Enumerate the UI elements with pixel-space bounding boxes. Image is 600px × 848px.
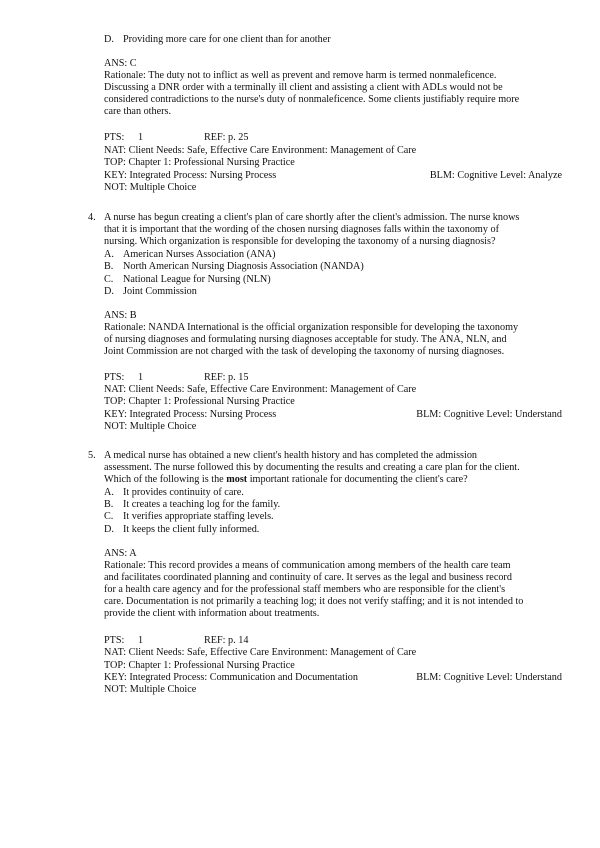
ref-page: REF: p. 15	[204, 372, 249, 383]
question-5-not: NOT: Multiple Choice	[104, 684, 197, 695]
prev-answer: ANS: C	[104, 58, 137, 69]
option-text: Providing more care for one client than for another	[123, 34, 331, 45]
rationale-line: for a health care agency and for the professional staff members who are responsible for the client's	[104, 584, 506, 595]
question-4-pts-ref-row	[104, 372, 562, 384]
question-4-not: NOT: Multiple Choice	[104, 421, 197, 432]
rationale-line: Discussing a DNR order with a terminally ill client and assisting a client with ADLs would not be	[104, 82, 503, 93]
pts-value: 1	[138, 132, 144, 143]
prev-not: NOT: Multiple Choice	[104, 182, 197, 193]
pts-label: PTS:	[104, 635, 125, 646]
option-letter: C.	[104, 511, 114, 522]
stem-text: Which of the following is the	[104, 474, 227, 485]
question-4-stem	[104, 212, 562, 248]
question-5-option-b	[104, 499, 280, 511]
question-5-number: 5.	[88, 450, 96, 461]
pts-label: PTS:	[104, 372, 125, 383]
option-letter: C.	[104, 274, 114, 285]
rationale-line: care. Documentation is not primarily a teaching log; it does not verify staffing; and it is not intended to	[104, 596, 524, 607]
rationale-line: of nursing diagnoses and formulating nursing diagnoses acceptable for study. The ANA, NLN, and	[104, 334, 507, 345]
question-5-option-a	[104, 487, 244, 499]
option-text: American Nurses Association (ANA)	[123, 249, 276, 260]
option-text: It verifies appropriate staffing levels.	[123, 511, 274, 522]
question-4-answer: ANS: B	[104, 310, 137, 321]
question-4-option-b	[104, 261, 364, 273]
stem-line: A nurse has begun creating a client's plan of care shortly after the client's admission. The nurse knows	[104, 212, 520, 223]
option-text: It creates a teaching log for the family.	[123, 499, 281, 510]
option-letter: D.	[104, 286, 114, 297]
question-5-rationale	[104, 560, 562, 620]
question-5-answer: ANS: A	[104, 548, 137, 559]
question-5-option-c	[104, 511, 274, 523]
rationale-line: Rationale: This record provides a means of communication among members of the health care team	[104, 560, 511, 571]
option-letter: D.	[104, 34, 114, 45]
prev-top: TOP: Chapter 1: Professional Nursing Practice	[104, 157, 295, 168]
question-4-option-a	[104, 249, 276, 261]
rationale-line: Rationale: The duty not to inflict as well as prevent and remove harm is termed nonmaleficence.	[104, 70, 497, 81]
option-text: It provides continuity of care.	[123, 487, 244, 498]
question-5-stem	[104, 450, 562, 486]
key-text: KEY: Integrated Process: Nursing Process	[104, 170, 277, 181]
key-text: KEY: Integrated Process: Communication and Documentation	[104, 672, 358, 683]
ref-page: REF: p. 14	[204, 635, 249, 646]
pts-value: 1	[138, 635, 144, 646]
option-letter: B.	[104, 499, 114, 510]
blm-text: BLM: Cognitive Level: Analyze	[429, 170, 562, 181]
question-4-option-d	[104, 286, 197, 298]
rationale-line: Rationale: NANDA International is the official organization responsible for developing the taxonomy	[104, 322, 519, 333]
question-4-rationale	[104, 322, 562, 358]
question-4-nat: NAT: Client Needs: Safe, Effective Care Environment: Management of Care	[104, 384, 417, 395]
prev-pts-ref-row	[104, 132, 562, 144]
stem-emphasis: most	[226, 474, 248, 485]
prev-rationale	[104, 70, 562, 118]
pts-label: PTS:	[104, 132, 125, 143]
option-text: North American Nursing Diagnosis Association (NANDA)	[123, 261, 364, 272]
option-text: National League for Nursing (NLN)	[123, 274, 271, 285]
rationale-line: considered contradictions to the nurse's duty of nonmaleficence. Some clients justifiably require more	[104, 94, 520, 105]
stem-line: assessment. The nurse followed this by documenting the results and creating a care plan for the client.	[104, 462, 520, 473]
stem-line: that it is important that the wording of the chosen nursing diagnoses falls within the taxonomy of	[104, 224, 499, 235]
ref-page: REF: p. 25	[204, 132, 249, 143]
rationale-line: Joint Commission are not charged with the task of developing the taxonomy of nursing diagnoses.	[104, 346, 505, 357]
pts-value: 1	[138, 372, 144, 383]
stem-line: nursing. Which organization is responsible for developing the taxonomy of a nursing diagnosis?	[104, 236, 496, 247]
prev-option-d	[104, 34, 331, 46]
option-text: It keeps the client fully informed.	[123, 524, 260, 535]
question-5-nat: NAT: Client Needs: Safe, Effective Care Environment: Management of Care	[104, 647, 417, 658]
stem-text: important rationale for documenting the client's care?	[247, 474, 468, 485]
question-5-key-blm-row	[104, 672, 562, 684]
question-4-number: 4.	[88, 212, 96, 223]
stem-line: A medical nurse has obtained a new client's health history and has completed the admission	[104, 450, 478, 461]
prev-key-blm-row	[104, 170, 562, 182]
prev-nat: NAT: Client Needs: Safe, Effective Care Environment: Management of Care	[104, 145, 417, 156]
key-text: KEY: Integrated Process: Nursing Process	[104, 409, 277, 420]
question-4-top: TOP: Chapter 1: Professional Nursing Practice	[104, 396, 295, 407]
blm-text: BLM: Cognitive Level: Understand	[416, 409, 562, 420]
option-letter: B.	[104, 261, 114, 272]
question-5-top: TOP: Chapter 1: Professional Nursing Practice	[104, 660, 295, 671]
option-letter: D.	[104, 524, 114, 535]
option-text: Joint Commission	[123, 286, 197, 297]
question-5-option-d	[104, 524, 259, 536]
stem-line	[104, 474, 562, 486]
option-letter: A.	[104, 487, 114, 498]
question-4-option-c	[104, 274, 271, 286]
rationale-line: and facilitates coordinated planning and continuity of care. It serves as the legal and business record	[104, 572, 512, 583]
question-4-key-blm-row	[104, 409, 562, 421]
rationale-line: care than others.	[104, 106, 172, 117]
blm-text: BLM: Cognitive Level: Understand	[416, 672, 562, 683]
rationale-line: provide the client with information about treatments.	[104, 608, 320, 619]
option-letter: A.	[104, 249, 114, 260]
question-5-pts-ref-row	[104, 635, 562, 647]
